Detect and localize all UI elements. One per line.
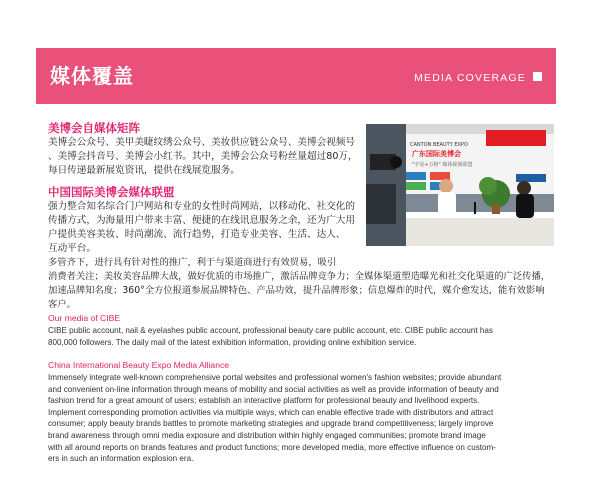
- media-alliance-text: [48, 200, 368, 256]
- text-line: 客户。: [48, 299, 76, 310]
- photo-banner-line3: "字母+万榜" 媒体视频联盟: [412, 162, 473, 168]
- media-alliance-text-wide: [48, 256, 560, 312]
- text-line: and convenient on-line information through means of mobility and social activities as well as provide information of beauty and: [48, 384, 499, 394]
- text-line: 美博会公众号、美甲美睫纹绣公众号、美妆供应链公众号、美博会视频号: [48, 137, 355, 148]
- photo-illustration: [366, 124, 554, 246]
- text-line: 、美博会抖音号、美博会小红书。其中，美博会公众号粉丝量超过80万，: [48, 151, 358, 162]
- section-banner: [36, 48, 556, 104]
- en-alliance-heading: China International Beauty Expo Media Alliance: [48, 360, 230, 370]
- text-line: ers in such an information explosion era.: [48, 454, 194, 464]
- en-media-heading: Our media of CIBE: [48, 313, 121, 323]
- text-line: CIBE public account, nail & eyelashes public account, professional beauty care public account, etc. CIBE public account has: [48, 326, 493, 335]
- media-alliance-heading: 中国国际美博会媒体联盟: [48, 185, 175, 199]
- square-icon: [533, 72, 542, 81]
- text-line: 800,000 followers. The daily mail of the latest exhibition information, providing online exhibition service.: [48, 337, 417, 347]
- self-media-heading: 美博会自媒体矩阵: [48, 121, 140, 135]
- text-line: 每日传递最新展览资讯，提供在线展览服务。: [48, 165, 240, 176]
- text-line: 多管齐下，进行具有针对性的推广，利于与渠道商进行有效贸易，吸引: [48, 257, 337, 268]
- text-line: 加速品牌知名度；360°全方位报道参展品牌特色、产品功效，提升品牌形象；信息爆炸的时代，媒介愈发达，能有效影响: [48, 285, 545, 296]
- text-line: 互动平台。: [48, 243, 96, 254]
- banner-subtitle: MEDIA COVERAGE: [414, 72, 526, 84]
- text-line: consumer; apply beauty brands battles to promote marketing strategies and upgrade brand competitiveness; largely improve: [48, 419, 494, 429]
- text-line: 户提供美容美妆、时尚潮流、流行趋势，打造专业美容、生活、达人、: [48, 229, 346, 240]
- photo-banner-line2: 广东国际美博会: [412, 150, 461, 158]
- text-line: 消费者关注；美妆美容品牌大战，做好优质的市场推广，激活品牌竞争力；全媒体渠道塑造曝光和社交化渠道的广泛传播，: [48, 271, 551, 282]
- text-line: Immensely integrate well-known comprehensive portal websites and professional women's fashion websites; provide abundant: [48, 373, 502, 382]
- expo-interview-photo: [366, 124, 554, 246]
- text-line: fashion trend for a great amount of users; establish an interactive platform for professional beauty and livelihood experts.: [48, 396, 480, 406]
- text-line: Implement corresponding promotion activities via multiple ways, which can enable effective trade with distributors and attract: [48, 407, 494, 417]
- text-line: brand awareness through omni media exposure and distribution within highly engaged communities; promote brand image: [48, 430, 486, 440]
- text-line: 强力整合知名综合门户网站和专业的女性时尚网站，以移动化、社交化的: [48, 201, 355, 212]
- page-title: 媒体覆盖: [50, 64, 134, 88]
- text-line: with all around reports on brands features and product functions; more developed media, more effective influence on custom-: [48, 442, 496, 452]
- text-line: 传播方式，为海量用户带来丰富、便捷的在线讯息服务之余，还为广大用: [48, 215, 355, 226]
- self-media-text: [48, 136, 368, 178]
- photo-banner-line1: CANTON BEAUTY EXPO: [410, 142, 468, 148]
- en-media-text: [48, 325, 560, 348]
- en-alliance-text: [48, 372, 560, 465]
